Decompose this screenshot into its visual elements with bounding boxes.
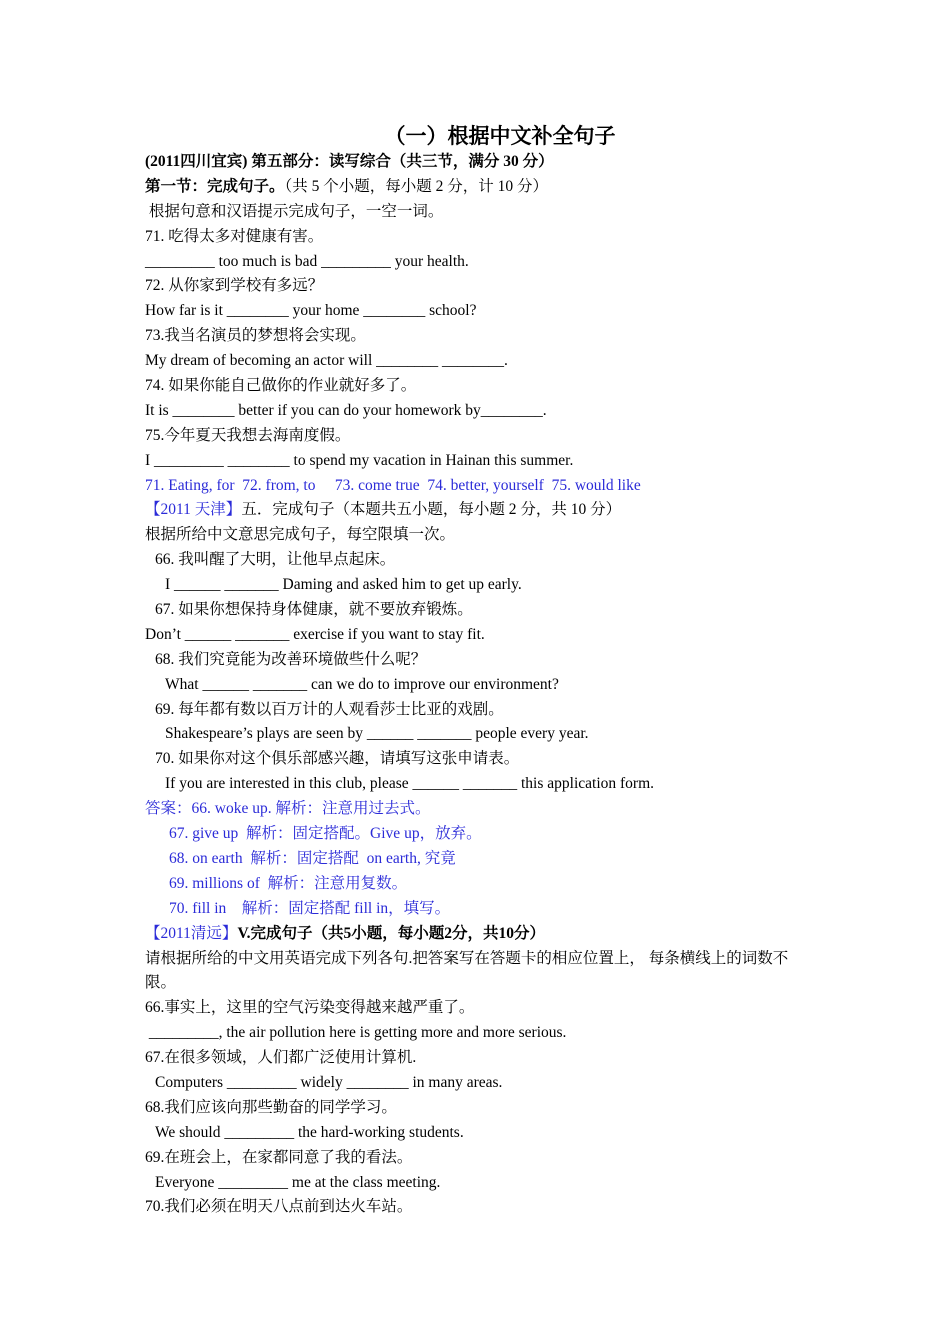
document-page (145, 122, 815, 1220)
question-chinese: 72. 从你家到学校有多远？ (145, 277, 324, 295)
question-english: We should _________ the hard-working students. (155, 1123, 464, 1141)
subheading-note: （共 5 个小题，每小题 2 分，计 10 分） (284, 177, 549, 195)
question-english: It is ________ better if you can do your homework by________. (145, 401, 547, 419)
question-english: My dream of becoming an actor will ________ ________. (145, 352, 508, 370)
question-chinese: 69.在班会上，在家都同意了我的看法。 (145, 1148, 413, 1166)
page-title: （一）根据中文补全句子 (384, 124, 616, 148)
source-tag: 【2011清远】 (145, 924, 238, 942)
question-chinese: 70.我们必须在明天八点前到达火车站。 (145, 1198, 413, 1216)
question-chinese: 66.事实上，这里的空气污染变得越来越严重了。 (145, 999, 475, 1017)
answer-key: 67. give up 解析：固定搭配。Give up，放弃。 (169, 825, 482, 843)
question-english: What ______ _______ can we do to improve our environment? (165, 675, 559, 693)
question-english: Everyone _________ me at the class meeting. (155, 1173, 441, 1191)
section-subheading (145, 175, 815, 200)
question-chinese: 73.我当名演员的梦想将会实现。 (145, 327, 366, 345)
question-chinese: 74. 如果你能自己做你的作业就好多了。 (145, 377, 417, 395)
question-chinese: 69. 每年都有数以百万计的人观看莎士比亚的戏剧。 (155, 700, 504, 718)
section-heading-text: V.完成句子（共5小题，每小题2分，共10分） (237, 924, 546, 942)
instruction-text: 根据所给中文意思完成句子，每空限填一次。 (145, 526, 456, 544)
section-heading (145, 922, 815, 947)
question-chinese: 67. 如果你想保持身体健康，就不要放弃锻炼。 (155, 601, 473, 619)
question-english: _________ too much is bad _________ your health. (145, 252, 469, 270)
question-english: How far is it ________ your home ________ school? (145, 302, 477, 320)
question-chinese: 75.今年夏天我想去海南度假。 (145, 426, 351, 444)
question-english: Don’t ______ _______ exercise if you want to stay fit. (145, 625, 485, 643)
question-chinese: 68.我们应该向那些勤奋的同学学习。 (145, 1098, 397, 1116)
question-chinese: 67.在很多领域，人们都广泛使用计算机. (145, 1049, 417, 1067)
question-chinese: 66. 我叫醒了大明，让他早点起床。 (155, 551, 396, 569)
section-heading-text: 五．完成句子（本题共五小题，每小题 2 分，共 10 分） (241, 501, 622, 519)
question-english: I ______ _______ Daming and asked him to get up early. (165, 576, 522, 594)
answer-key: 71. Eating, for 72. from, to 73. come true 74. better, yourself 75. would like (145, 476, 641, 494)
instruction-text: 请根据所给的中文用英语完成下列各句.把答案写在答题卡的相应位置上， 每条横线上的词数不限。 (145, 949, 789, 992)
instruction-text: 根据句意和汉语提示完成句子，一空一词。 (145, 202, 444, 220)
question-english: Shakespeare’s plays are seen by ______ _______ people every year. (165, 725, 589, 743)
answer-key: 答案：66. woke up. 解析：注意用过去式。 (145, 800, 431, 818)
question-english: If you are interested in this club, please ______ _______ this application form. (165, 775, 654, 793)
question-english: Computers _________ widely ________ in many areas. (155, 1073, 503, 1091)
question-chinese: 70. 如果你对这个俱乐部感兴趣，请填写这张申请表。 (155, 750, 520, 768)
question-english: _________, the air pollution here is getting more and more serious. (145, 1024, 567, 1042)
section-heading: (2011四川宜宾) 第五部分：读写综合（共三节，满分 30 分） (145, 153, 554, 170)
source-tag: 【2011 天津】 (145, 501, 242, 519)
answer-key: 70. fill in 解析：固定搭配 fill in，填写。 (169, 899, 451, 917)
question-english: I _________ ________ to spend my vacation in Hainan this summer. (145, 451, 574, 469)
question-chinese: 71. 吃得太多对健康有害。 (145, 227, 324, 245)
answer-key: 68. on earth 解析：固定搭配 on earth, 究竟 (169, 849, 456, 867)
subheading-label: 第一节：完成句子。 (145, 177, 285, 195)
section-heading (145, 498, 815, 523)
answer-key: 69. millions of 解析：注意用复数。 (169, 874, 408, 892)
question-chinese: 68. 我们究竟能为改善环境做些什么呢？ (155, 650, 427, 668)
